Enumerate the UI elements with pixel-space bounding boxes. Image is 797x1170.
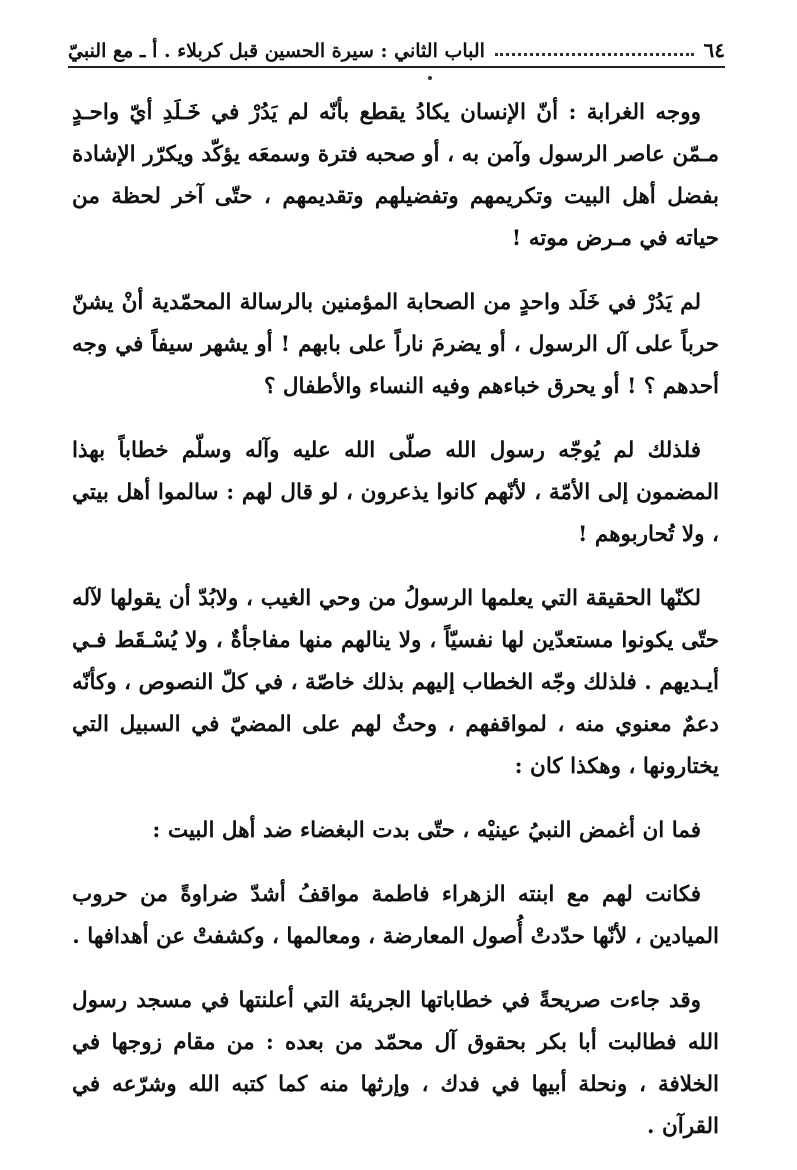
stray-dot-mark: [428, 76, 432, 80]
header-dot-leader: [495, 53, 694, 56]
paragraph: ووجه الغرابة : أنّ الإنسان يكادُ يقطع بأنّه لم يَدُرْ في خَـلَدِ أيّ واحـدٍ مـمّن عاصر الرسول وآمن به ، أو صحبه فترة وسمعَه يؤكّد ويكرّر الإشادة بفضل أهل البيت وتكريمهم وتفضيلهم وتقديمهم ، حتّى آخر لحظة من حياته في مـرض موته !: [72, 100, 719, 251]
body-text: [72, 92, 719, 1170]
page-number: ٦٤: [703, 38, 725, 62]
paragraph: فكانت لهم مع ابنته الزهراء فاطمة مواقفُ أشدّ ضراوةً من حروب الميادين ، لأنّها حدّدتْ أُصول المعارضة ، ومعالمها ، وكشفتْ عن أهدافها .: [72, 882, 719, 949]
paragraph: فلذلك لم يُوجّه رسول الله صلّى الله عليه وآله وسلّم خطاباً بهذا المضمون إلى الأمّة ، لأنّهم كانوا يذعرون ، لو قال لهم : سالموا أهل بيتي ، ولا تُحاربوهم !: [72, 438, 719, 547]
paragraph: لكنّها الحقيقة التي يعلمها الرسولُ من وحي الغيب ، ولابُدّ أن يقولها لآله حتّى يكونوا مستعدّين لها نفسيّاً ، ولا ينالهم منها مفاجأةٌ ، ولا يُسْـقَط فـي أيـديهم . فلذلك وجّه الخطاب إليهم بذلك خاصّة ، في كلّ النصوص ، وكأنّه دعمٌ معنوي منه ، لمواقفهم ، وحثٌ لهم على المضيّ في السبيل التي يختارونها ، وهكذا كان :: [72, 586, 719, 779]
paragraph: لم يَدُرْ في خَلَد واحدٍ من الصحابة المؤمنين بالرسالة المحمّدية أنْ يشنّ حرباً على آل الرسول ، أو يضرمَ ناراً على بابهم ! أو يشهر سيفاً في وجه أحدهم ؟ ! أو يحرق خباءهم وفيه النساء والأطفال ؟: [72, 290, 719, 399]
running-header: [68, 28, 725, 68]
chapter-title: الباب الثاني : سيرة الحسين قبل كربلاء . أ ـ مع النبيّ: [68, 40, 485, 62]
paragraph: فما ان أغمض النبيُ عينيْه ، حتّى بدت البغضاء ضد أهل البيت :: [152, 818, 701, 843]
paragraph: وقد جاءت صريحةً في خطاباتها الجريئة التي أعلنتها في مسجد رسول الله فطالبت أبا بكر بحقوق آل محمّد من بعده : من مقام زوجها في الخلافة ، ونحلة أبيها في فدك ، وإرثها منه كما كتبه الله وشرّعه في القرآن .: [72, 988, 719, 1139]
